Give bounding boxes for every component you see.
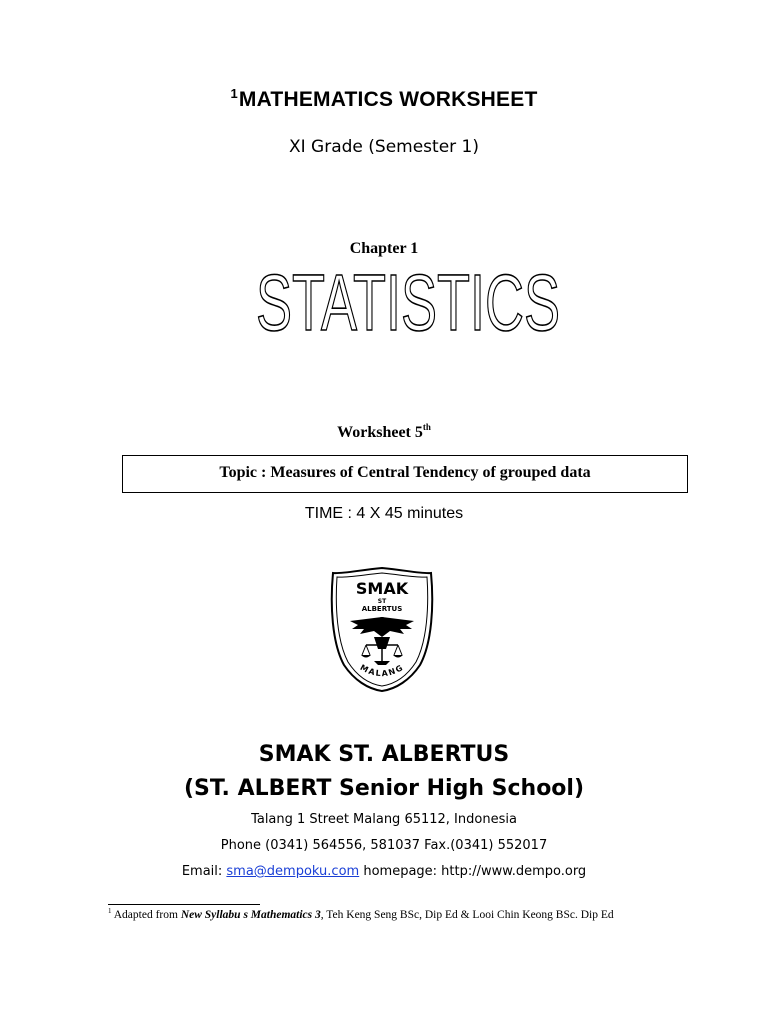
logo-malang-path: MALANG xyxy=(358,662,406,679)
email-link[interactable]: sma@dempoku.com xyxy=(226,864,360,879)
logo-smak-text: SMAK xyxy=(355,579,409,598)
footnote xyxy=(108,907,614,921)
homepage-text: homepage: http://www.dempo.org xyxy=(363,864,587,879)
time-allocation: TIME : 4 X 45 minutes xyxy=(304,505,464,522)
footnote-prefix: Adapted from xyxy=(113,909,178,921)
worksheet-number xyxy=(0,422,768,442)
footnote-authors: , Teh Keng Seng BSc, Dip Ed & Looi Chin Keong BSc. Dip Ed xyxy=(320,909,614,921)
worksheet-label: Worksheet 5 xyxy=(337,424,423,441)
chapter-label: Chapter 1 xyxy=(349,240,419,257)
statistics-banner xyxy=(250,258,566,347)
worksheet-title xyxy=(0,86,768,112)
logo-st-text: ST xyxy=(377,598,387,605)
grade-semester: XI Grade (Semester 1) xyxy=(288,137,480,157)
statistics-banner-text: STATISTICS xyxy=(256,258,560,347)
footnote-book-title: New Syllabu s Mathematics 3 xyxy=(180,909,321,921)
footnote-marker: 1 xyxy=(108,907,112,915)
topic-box: Topic : Measures of Central Tendency of grouped data xyxy=(122,455,688,493)
school-name: SMAK ST. ALBERTUS xyxy=(258,742,510,767)
logo-albertus-text: ALBERTUS xyxy=(361,605,403,613)
school-logo xyxy=(330,565,435,693)
school-contact xyxy=(0,864,768,879)
worksheet-ordinal: th xyxy=(422,422,431,432)
title-text: MATHEMATICS WORKSHEET xyxy=(238,88,538,111)
footnote-separator xyxy=(108,904,260,905)
email-label: Email: xyxy=(181,864,223,879)
school-name-block xyxy=(0,738,768,806)
school-full-name: (ST. ALBERT Senior High School) xyxy=(183,776,585,801)
title-footnote-marker: 1 xyxy=(230,86,238,101)
school-address: Talang 1 Street Malang 65112, Indonesia xyxy=(251,812,517,827)
school-phone: Phone (0341) 564556, 581037 Fax.(0341) 552017 xyxy=(220,838,548,853)
